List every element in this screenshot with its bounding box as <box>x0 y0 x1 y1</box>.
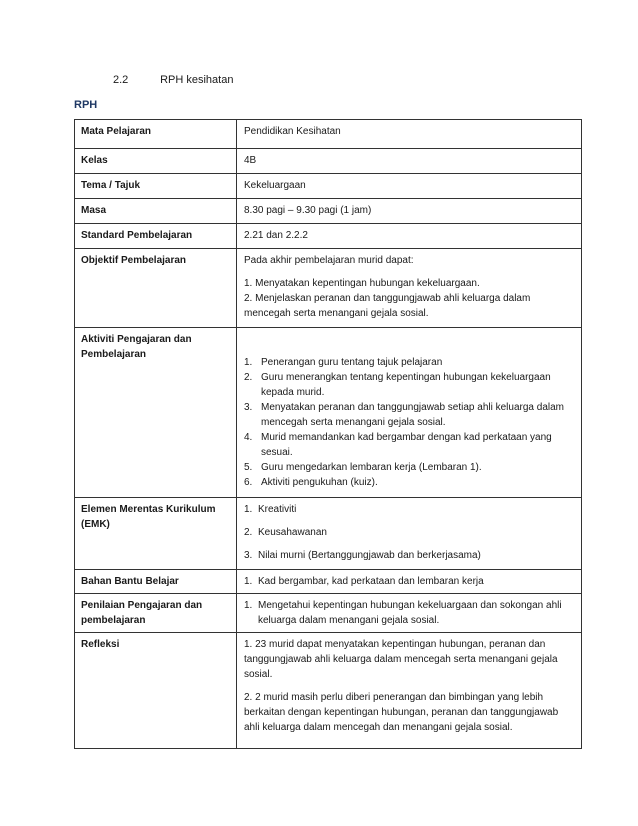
objective-intro: Pada akhir pembelajaran murid dapat: <box>244 255 414 266</box>
rph-label: RPH <box>74 99 98 111</box>
list-item: 1. Penerangan guru tentang tajuk pelajaran <box>244 357 443 368</box>
row-label: Tema / Tajuk <box>75 174 237 199</box>
row-value: Kekeluargaan <box>237 174 582 199</box>
table-row <box>75 594 582 633</box>
table-row <box>75 174 582 199</box>
objective-item: 1. Menyatakan kepentingan hubungan kekeluargaan. <box>244 278 480 289</box>
table-row <box>75 224 582 249</box>
list-item: 2. Guru menerangkan tentang kepentingan hubungan kekeluargaan kepada murid. <box>244 372 551 398</box>
table-row <box>75 498 582 570</box>
activity-list <box>244 355 575 490</box>
list-item: 3. Nilai murni (Bertanggungjawab dan berkerjasama) <box>244 550 481 561</box>
section-title: RPH kesihatan <box>160 74 234 86</box>
table-row <box>75 199 582 224</box>
row-value: Pendidikan Kesihatan <box>237 120 582 149</box>
row-value: 8.30 pagi – 9.30 pagi (1 jam) <box>237 199 582 224</box>
row-label: Elemen Merentas Kurikulum (EMK) <box>75 498 237 570</box>
row-label: Aktiviti Pengajaran dan Pembelajaran <box>75 328 237 498</box>
list-item: 5. Guru mengedarkan lembaran kerja (Lembaran 1). <box>244 462 482 473</box>
row-value <box>237 633 582 749</box>
row-label: Masa <box>75 199 237 224</box>
row-value <box>237 570 582 594</box>
row-value <box>237 249 582 328</box>
list-item: 3. Menyatakan peranan dan tanggungjawab setiap ahli keluarga dalam mencegah serta menangani gejala sosial. <box>244 402 564 428</box>
row-label: Objektif Pembelajaran <box>75 249 237 328</box>
row-label: Standard Pembelajaran <box>75 224 237 249</box>
objective-item: 2. Menjelaskan peranan dan tanggungjawab ahli keluarga dalam mencegah serta menangani gejala sosial. <box>244 293 531 319</box>
table-row <box>75 570 582 594</box>
list-item: 1. Kad bergambar, kad perkataan dan lembaran kerja <box>244 576 484 587</box>
row-value <box>237 498 582 570</box>
row-label: Refleksi <box>75 633 237 749</box>
list-item: 1. Mengetahui kepentingan hubungan kekeluargaan dan sokongan ahli keluarga dalam menangani gejala sosial. <box>244 600 562 626</box>
row-value: 4B <box>237 149 582 174</box>
row-value: 2.21 dan 2.2.2 <box>237 224 582 249</box>
table-row <box>75 120 582 149</box>
rph-table <box>74 119 582 749</box>
reflection-item: 2. 2 murid masih perlu diberi penerangan dan bimbingan yang lebih berkaitan dengan kepentingan hubungan, peranan dan tanggungjawab ahli keluarga dalam mencegah dan menangani gejala sosial. <box>244 692 559 733</box>
table-row <box>75 328 582 498</box>
row-value <box>237 328 582 498</box>
row-label: Bahan Bantu Belajar <box>75 570 237 594</box>
list-item: 2. Keusahawanan <box>244 527 327 538</box>
list-item: 1. Kreativiti <box>244 504 297 515</box>
row-label: Penilaian Pengajaran dan pembelajaran <box>75 594 237 633</box>
row-value <box>237 594 582 633</box>
section-number: 2.2 <box>113 74 129 86</box>
list-item: 6. Aktiviti pengukuhan (kuiz). <box>244 477 378 488</box>
section-heading <box>113 74 233 86</box>
table-row <box>75 633 582 749</box>
list-item: 4. Murid memandankan kad bergambar dengan kad perkataan yang sesuai. <box>244 432 552 458</box>
reflection-item: 1. 23 murid dapat menyatakan kepentingan hubungan, peranan dan tanggungjawab ahli keluarga dalam mencegah serta menangani gejala sosial. <box>244 639 558 680</box>
table-row <box>75 249 582 328</box>
row-label: Kelas <box>75 149 237 174</box>
row-label: Mata Pelajaran <box>75 120 237 149</box>
table-row <box>75 149 582 174</box>
